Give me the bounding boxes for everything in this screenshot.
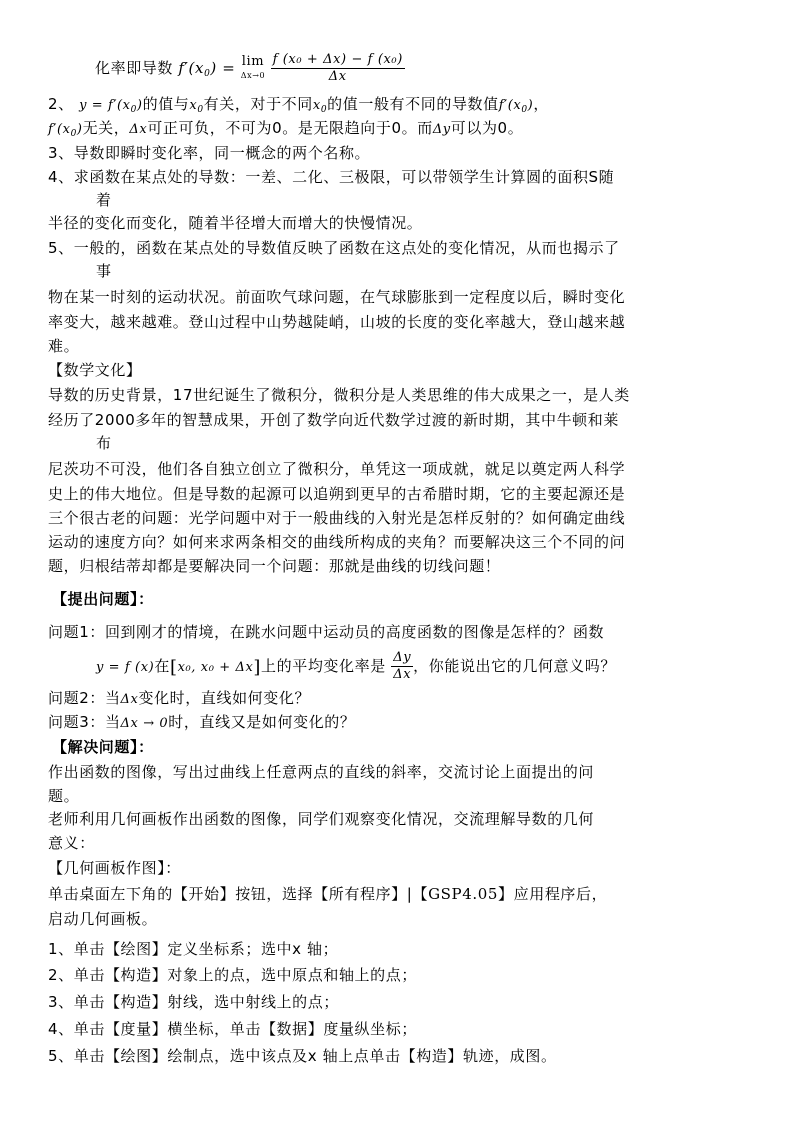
- text-segment: 】应用程序后，: [498, 885, 608, 903]
- average-rate-fraction: $\frac{\Delta y}{\Delta x}$: [393, 650, 412, 682]
- step-item: 5、单击【绘图】绘制点，选中该点及x 轴上点单击【构造】轨迹，成图。: [48, 1047, 557, 1065]
- text-segment: ，: [533, 95, 549, 113]
- text-segment: ，你能说出它的几何意义吗？: [413, 657, 616, 675]
- text-segment: 时，直线又是如何变化的？: [168, 713, 356, 731]
- paragraph-line: 作出函数的图像，写出过曲线上任意两点的直线的斜率，交流讨论上面提出的问: [48, 763, 595, 781]
- paragraph-line: [48, 688, 310, 710]
- paragraph-line: 意义：: [48, 834, 95, 852]
- paragraph-line: [48, 118, 523, 144]
- text-segment: 单击桌面左下角的【开始】按钮，选择【所有程序】|【: [48, 885, 429, 903]
- math-inline: $x_0$: [189, 98, 204, 115]
- text-segment: GSP4.05: [428, 885, 499, 903]
- step-item: 4、单击【度量】横坐标，单击【数据】度量纵坐标；: [48, 1020, 417, 1038]
- text-segment: 在: [154, 657, 170, 675]
- difference-quotient: $\frac{\text{f (x₀ + Δx) − f (x₀)}}{\Delta x}$: [272, 52, 403, 84]
- paragraph-line: 难。: [48, 337, 80, 355]
- text-segment: 问题2：当: [48, 689, 121, 707]
- text-segment: 无关，: [82, 119, 130, 137]
- math-inline: Δx: [129, 122, 148, 137]
- paragraph-line: 3、导数即瞬时变化率，同一概念的两个名称。: [48, 144, 371, 162]
- derivative-definition-line: [95, 52, 405, 85]
- paragraph-line: 老师利用几何画板作出函数的图像，同学们观察变化情况，交流理解导数的几何: [48, 810, 595, 828]
- step-item: 1、单击【绘图】定义坐标系；选中x 轴；: [48, 940, 339, 958]
- math-inline: $x_0$: [312, 98, 328, 115]
- paragraph-line: 经历了2000多年的智慧成果，开创了数学向近代数学过渡的新时期，其中牛顿和莱: [48, 411, 619, 429]
- math-inline: Δy: [432, 122, 451, 137]
- derivative-symbol: $f'(x_0)$: [178, 59, 217, 79]
- section-heading: 【提出问题】：: [52, 590, 154, 608]
- text-segment: 问题3：当: [48, 713, 121, 731]
- text-segment: 可正可负，不可为0。是无限趋向于0。而: [147, 119, 433, 137]
- text-segment: 上的平均变化率是: [261, 657, 386, 675]
- text-segment: 变化时，直线如何变化？: [138, 689, 311, 707]
- text-segment: 有关，对于不同: [203, 95, 313, 113]
- wrapped-char: 着: [96, 191, 112, 209]
- text-segment: 化率即导数: [95, 59, 174, 77]
- paragraph-line: 5、一般的，函数在某点处的导数值反映了函数在这点处的变化情况，从而也揭示了: [48, 239, 620, 257]
- paragraph-line: 尼茨功不可没，他们各自独立创立了微积分，单凭这一项成就，就足以奠定两人科学: [48, 460, 626, 478]
- item-number: 2、: [48, 95, 74, 113]
- paragraph-line: 导数的历史背景，17世纪诞生了微积分，微积分是人类思维的伟大成果之一，是人类: [48, 386, 630, 404]
- paragraph-line: [96, 650, 616, 683]
- equals-sign: =: [216, 59, 241, 77]
- paragraph-line: [48, 94, 549, 120]
- math-inline: x₀, x₀ + Δx: [177, 660, 254, 675]
- step-item: 2、单击【构造】对象上的点，选中原点和轴上的点；: [48, 966, 417, 984]
- paragraph-line: 三个很古老的问题：光学问题中对于一般曲线的入射光是怎样反射的？如何确定曲线: [48, 509, 626, 527]
- math-inline: $f'(x_0)$: [48, 122, 83, 139]
- text-segment: 的值与: [142, 95, 190, 113]
- paragraph-line: 运动的速度方向？如何来求两条相交的曲线所构成的夹角？而要解决这三个不同的问: [48, 533, 626, 551]
- text-segment: 的值一般有不同的导数值: [327, 95, 499, 113]
- wrapped-char: 事: [96, 262, 112, 280]
- paragraph-line: [48, 884, 607, 904]
- paragraph-line: 问题1：回到刚才的情境，在跳水问题中运动员的高度函数的图像是怎样的？函数: [48, 623, 605, 641]
- math-inline: Δx: [120, 692, 139, 707]
- paragraph-line: 题，归根结蒂却都是要解决同一个问题：那就是曲线的切线问题！: [48, 557, 501, 575]
- paragraph-line: 史上的伟大地位。但是导数的起源可以追朔到更早的古希腊时期，它的主要起源还是: [48, 485, 626, 503]
- wrapped-char: 布: [96, 434, 112, 452]
- paragraph-line: 物在某一时刻的运动状况。前面吹气球问题，在气球膨胀到一定程度以后，瞬时变化: [48, 288, 626, 306]
- math-inline: Δx → 0: [120, 716, 169, 731]
- paragraph-line: 题。: [48, 787, 80, 805]
- text-segment: 可以为0。: [450, 119, 524, 137]
- paragraph-line: 率变大，越来越难。登山过程中山势越陡峭，山坡的长度的变化率越大，登山越来越: [48, 313, 626, 331]
- math-inline: y = f (x): [96, 660, 155, 675]
- section-heading: 【几何画板作图】：: [48, 859, 181, 877]
- paragraph-line: 启动几何画板。: [48, 910, 158, 928]
- section-heading: 【解决问题】：: [52, 738, 154, 756]
- math-inline: $y = f'(x_0)$: [79, 98, 143, 115]
- math-inline: $f'(x_0)$: [498, 98, 534, 115]
- limit-operator: lim Δx→0: [240, 53, 266, 80]
- paragraph-line: [48, 712, 356, 734]
- paragraph-line: 4、求函数在某点处的导数：一差、二化、三极限，可以带领学生计算圆的面积S随: [48, 168, 615, 186]
- section-heading: 【数学文化】: [48, 361, 142, 379]
- paragraph-line: 半径的变化而变化，随着半径增大而增大的快慢情况。: [48, 214, 423, 232]
- bracket: [: [169, 657, 178, 678]
- bracket: ]: [253, 657, 262, 678]
- step-item: 3、单击【构造】射线，选中射线上的点；: [48, 993, 339, 1011]
